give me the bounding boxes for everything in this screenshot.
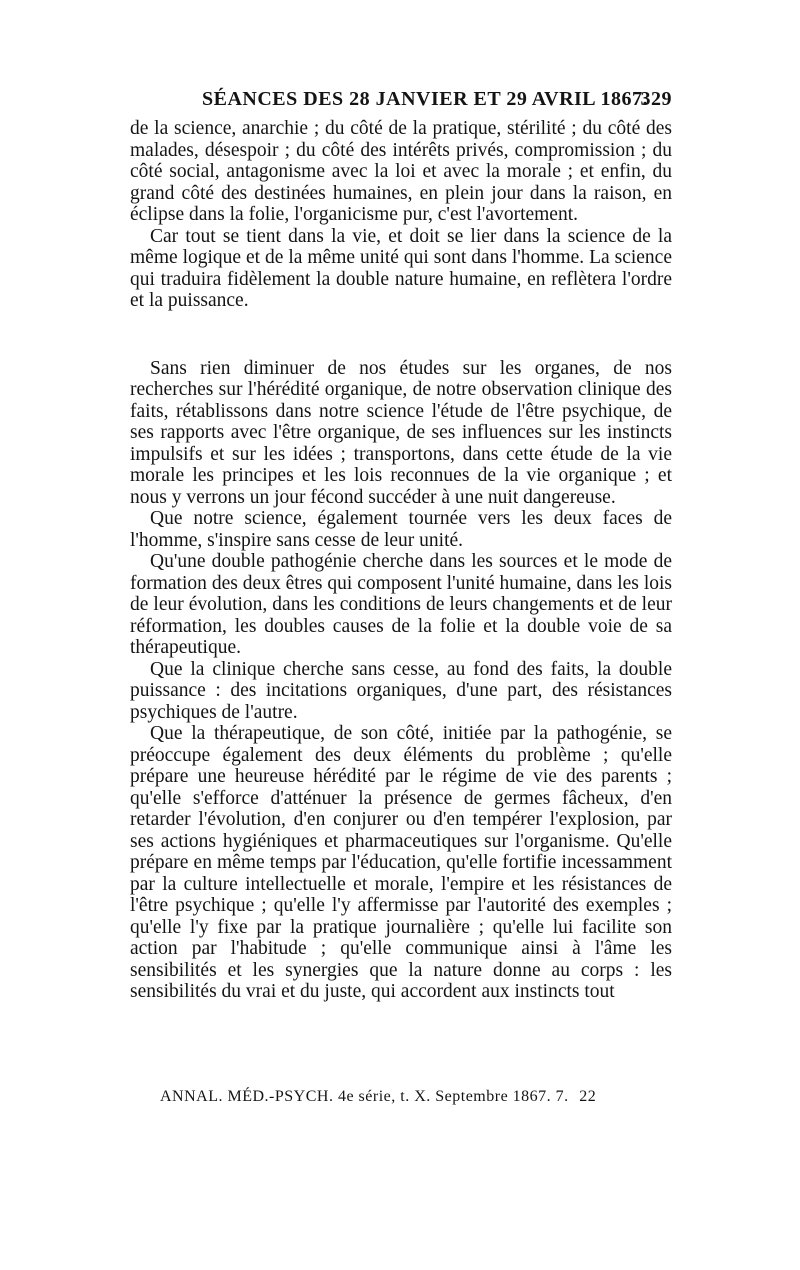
page-number: 329 [640,88,672,110]
section-break [130,312,672,358]
running-header [130,88,672,118]
paragraph: Que la thérapeutique, de son côté, initiée par la pathogénie, se préoccupe également des deux éléments du problème ; qu'elle prépare une heureuse hérédité par le régime de vie des parents ; qu'elle s'efforce d'atténuer la présence de germes fâcheux, d'en retarder l'évolution, d'en conjurer ou d'en tempérer l'explosion, par ses actions hygiéniques et pharmaceutiques sur l'organisme. Qu'elle prépare en même temps par l'éducation, qu'elle fortifie incessamment par la culture intellectuelle et morale, l'empire et les résistances de l'être psychique ; qu'elle l'y affermisse par l'autorité des exemples ; qu'elle l'y fixe par la pratique journalière ; qu'elle lui facilite son action par l'habitude ; qu'elle communique ainsi à l'âme les sensibilités et les synergies que la nature donne au corps : les sensibilités du vrai et du juste, qui accordent aux instincts tout [130,723,672,1002]
paragraph: Sans rien diminuer de nos études sur les organes, de nos recherches sur l'hérédité organique, de notre observation clinique des faits, rétablissons dans notre science l'étude de l'être psychique, de ses rapports avec l'être organique, de ses influences sur les instincts impulsifs et sur les idées ; transportons, dans cette étude de la vie morale les principes et les lois reconnues de la vie organique ; et nous y verrons un jour fécond succéder à une nuit dangereuse. [130,357,672,508]
book-page [130,88,672,1003]
body-text [130,118,672,1003]
paragraph: Car tout se tient dans la vie, et doit se lier dans la science de la même logique et de la même unité qui sont dans l'homme. La science qui traduira fidèlement la double nature humaine, en reflètera l'ordre et la puissance. [130,225,672,311]
paragraph-continuation: de la science, anarchie ; du côté de la pratique, stérilité ; du côté des malades, désespoir ; du côté des intérêts privés, compromission ; du côté social, antagonisme avec la loi et avec la morale ; et enfin, du grand côté des destinées humaines, en plein jour dans la raison, en éclipse dans la folie, l'organicisme pur, c'est l'avortement. [130,118,672,225]
running-title: SÉANCES DES 28 JANVIER ET 29 AVRIL 1867. [202,88,649,110]
journal-signature-line: ANNAL. MÉD.-PSYCH. 4e série, t. X. Septembre 1867. 7. [160,1088,569,1105]
page-footer [160,1088,660,1106]
paragraph: Que notre science, également tournée vers les deux faces de l'homme, s'inspire sans cesse de leur unité. [130,508,672,551]
gathering-signature: 22 [579,1088,597,1105]
paragraph: Que la clinique cherche sans cesse, au fond des faits, la double puissance : des incitations organiques, d'une part, des résistances psychiques de l'autre. [130,658,672,723]
paragraph: Qu'une double pathogénie cherche dans les sources et le mode de formation des deux êtres qui composent l'unité humaine, dans les lois de leur évolution, dans les conditions de leurs changements et de leur réformation, les doubles causes de la folie et la double voie de sa thérapeutique. [130,551,672,658]
